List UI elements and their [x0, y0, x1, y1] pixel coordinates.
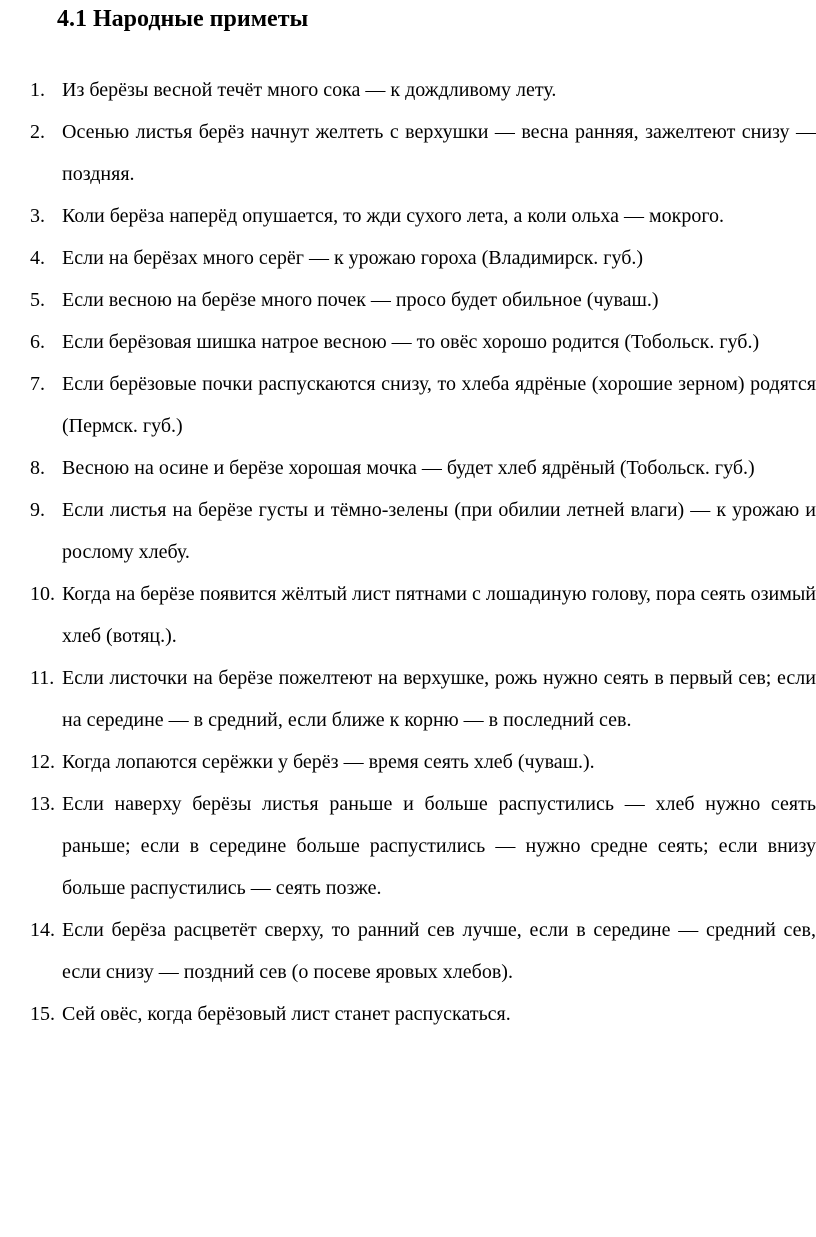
- list-item: [30, 237, 816, 279]
- item-number: 14.: [30, 919, 55, 941]
- list-item: [30, 321, 816, 363]
- list-item: [30, 741, 816, 783]
- item-text: Сей овёс, когда берёзовый лист станет распускаться.: [62, 1003, 511, 1025]
- item-number: 6.: [30, 331, 45, 353]
- list-item: [30, 657, 816, 741]
- item-text: Если берёзовые почки распускаются снизу, то хлеба ядрёные (хорошие зерном) родятся (Пермск. губ.): [62, 373, 816, 437]
- list-item: [30, 909, 816, 993]
- folk-signs-list: [30, 69, 816, 1035]
- list-item: [30, 447, 816, 489]
- list-item: [30, 111, 816, 195]
- list-item: [30, 573, 816, 657]
- item-number: 15.: [30, 1003, 55, 1025]
- item-text: Если наверху берёзы листья раньше и больше распустились — хлеб нужно сеять раньше; если в середине больше распустились — нужно средне сеять; если внизу больше распустились — сеять позже.: [62, 793, 816, 899]
- item-text: Весною на осине и берёзе хорошая мочка — будет хлеб ядрёный (Тобольск. губ.): [62, 457, 755, 479]
- item-text: Если листочки на берёзе пожелтеют на верхушке, рожь нужно сеять в первый сев; если на середине — в средний, если ближе к корню — в последний сев.: [62, 667, 816, 731]
- item-number: 13.: [30, 793, 55, 815]
- item-number: 9.: [30, 499, 45, 521]
- list-item: [30, 279, 816, 321]
- item-text: Если берёза расцветёт сверху, то ранний сев лучше, если в середине — средний сев, если снизу — поздний сев (о посеве яровых хлебов).: [62, 919, 816, 983]
- item-text: Когда лопаются серёжки у берёз — время сеять хлеб (чуваш.).: [62, 751, 595, 773]
- item-text: Если листья на берёзе густы и тёмно-зелены (при обилии летней влаги) — к урожаю и рослому хлебу.: [62, 499, 816, 563]
- item-number: 12.: [30, 751, 55, 773]
- list-item: [30, 69, 816, 111]
- item-number: 3.: [30, 205, 45, 227]
- item-text: Если весною на берёзе много почек — просо будет обильное (чуваш.): [62, 289, 659, 311]
- item-text: Осенью листья берёз начнут желтеть с верхушки — весна ранняя, зажелтеют снизу — поздняя.: [62, 121, 816, 185]
- item-number: 1.: [30, 79, 45, 101]
- item-text: Если на берёзах много серёг — к урожаю гороха (Владимирск. губ.): [62, 247, 644, 269]
- item-number: 5.: [30, 289, 45, 311]
- item-number: 2.: [30, 121, 45, 143]
- list-item: [30, 195, 816, 237]
- item-number: 10.: [30, 583, 55, 605]
- item-number: 4.: [30, 247, 45, 269]
- item-text: Когда на берёзе появится жёлтый лист пятнами с лошадиную голову, пора сеять озимый хлеб (вотяц.).: [62, 583, 816, 647]
- list-item: [30, 489, 816, 573]
- item-text: Из берёзы весной течёт много сока — к дождливому лету.: [62, 79, 557, 101]
- list-item: [30, 363, 816, 447]
- section-heading: 4.1 Народные приметы: [57, 6, 309, 32]
- list-item: [30, 783, 816, 909]
- item-number: 8.: [30, 457, 45, 479]
- item-text: Если берёзовая шишка натрое весною — то овёс хорошо родится (Тобольск. губ.): [62, 331, 760, 353]
- item-number: 7.: [30, 373, 45, 395]
- item-number: 11.: [30, 667, 55, 689]
- list-item: [30, 993, 816, 1035]
- item-text: Коли берёза наперёд опушается, то жди сухого лета, а коли ольха — мокрого.: [62, 205, 725, 227]
